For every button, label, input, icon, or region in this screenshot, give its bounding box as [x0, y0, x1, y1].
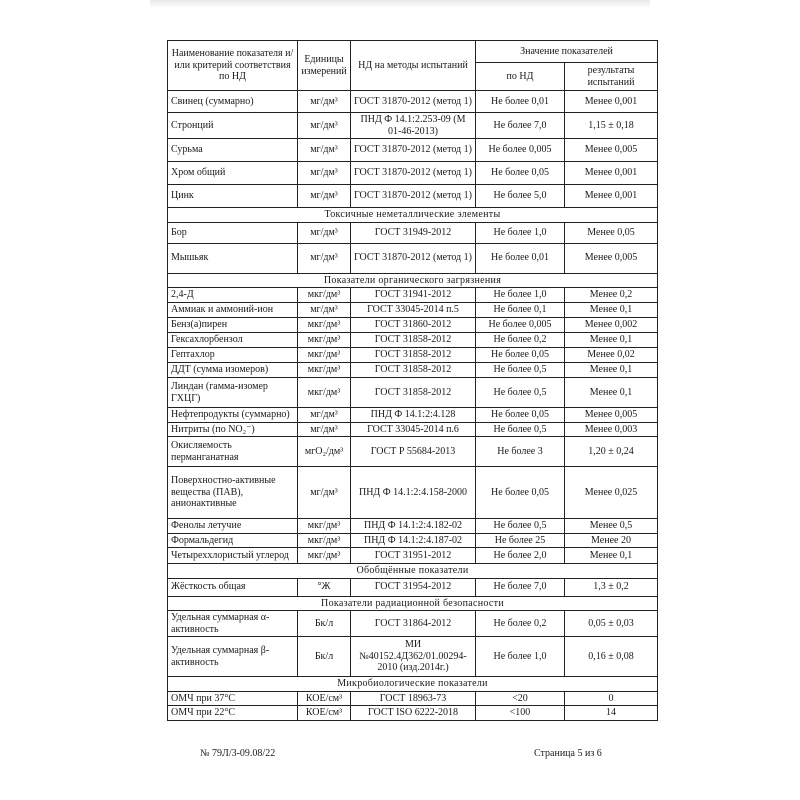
- unit-cell: мкг/дм³: [298, 533, 351, 548]
- table-row: [168, 467, 658, 519]
- unit-cell: мкг/дм³: [298, 288, 351, 303]
- norm-value-cell: Не более 0,5: [476, 378, 565, 408]
- result-value-cell: Менее 0,1: [565, 303, 658, 318]
- indicator-name-cell: Четыреххлористый углерод: [168, 548, 298, 564]
- table-body: [168, 91, 658, 721]
- method-cell: ГОСТ 33045-2014 п.5: [351, 303, 476, 318]
- result-value-cell: Менее 0,002: [565, 318, 658, 333]
- method-cell: ГОСТ 31858-2012: [351, 348, 476, 363]
- method-cell: ПНД Ф 14.1:2:4.128: [351, 408, 476, 423]
- unit-cell: мкг/дм³: [298, 318, 351, 333]
- table-row: [168, 637, 658, 677]
- unit-cell: мг/дм³: [298, 113, 351, 139]
- table-row: [168, 222, 658, 243]
- section-title: Показатели органического загрязнения: [168, 273, 658, 288]
- norm-value-cell: <100: [476, 706, 565, 721]
- indicator-name-cell: Формальдегид: [168, 533, 298, 548]
- table-row: [168, 113, 658, 139]
- norm-value-cell: Не более 0,2: [476, 333, 565, 348]
- column-header-values: Значение показателей: [476, 41, 658, 63]
- norm-value-cell: Не более 0,5: [476, 422, 565, 437]
- method-cell: ГОСТ 31941-2012: [351, 288, 476, 303]
- table-row: [168, 422, 658, 437]
- indicator-name-cell: Свинец (суммарно): [168, 91, 298, 113]
- unit-cell: КОЕ/см³: [298, 706, 351, 721]
- indicator-name-cell: Фенолы летучие: [168, 519, 298, 534]
- table-row: [168, 706, 658, 721]
- unit-cell: мкг/дм³: [298, 548, 351, 564]
- method-cell: ПНД Ф 14.1:2:4.187-02: [351, 533, 476, 548]
- table-row: [168, 533, 658, 548]
- method-cell: ПНД Ф 14.1:2:4.182-02: [351, 519, 476, 534]
- table-row: [168, 185, 658, 208]
- unit-cell: мг/дм³: [298, 243, 351, 273]
- result-value-cell: 1,15 ± 0,18: [565, 113, 658, 139]
- indicator-name-cell: Окисляемость перманганатная: [168, 437, 298, 467]
- norm-value-cell: Не более 1,0: [476, 222, 565, 243]
- test-results-table: [167, 40, 658, 721]
- indicator-name-cell: 2,4-Д: [168, 288, 298, 303]
- table-row: [168, 378, 658, 408]
- table-row: [168, 363, 658, 378]
- indicator-name-cell: Бор: [168, 222, 298, 243]
- method-cell: ГОСТ 31864-2012: [351, 611, 476, 637]
- unit-cell: Бк/л: [298, 611, 351, 637]
- unit-cell: мкг/дм³: [298, 378, 351, 408]
- unit-cell: мкг/дм³: [298, 333, 351, 348]
- table-row: [168, 611, 658, 637]
- norm-value-cell: Не более 5,0: [476, 185, 565, 208]
- method-cell: ГОСТ 31858-2012: [351, 378, 476, 408]
- method-cell: ГОСТ Р 55684-2013: [351, 437, 476, 467]
- result-value-cell: 1,3 ± 0,2: [565, 578, 658, 596]
- norm-value-cell: Не более 0,05: [476, 162, 565, 185]
- unit-cell: мг/дм³: [298, 91, 351, 113]
- unit-cell: мг/дм³: [298, 303, 351, 318]
- method-cell: ГОСТ 31870-2012 (метод 1): [351, 139, 476, 162]
- indicator-name-cell: Сурьма: [168, 139, 298, 162]
- method-cell: ГОСТ 31870-2012 (метод 1): [351, 162, 476, 185]
- result-value-cell: Менее 0,02: [565, 348, 658, 363]
- table-row: [168, 348, 658, 363]
- norm-value-cell: Не более 1,0: [476, 288, 565, 303]
- result-value-cell: Менее 0,005: [565, 139, 658, 162]
- norm-value-cell: Не более 0,05: [476, 467, 565, 519]
- indicator-name-cell: ДДТ (сумма изомеров): [168, 363, 298, 378]
- indicator-name-cell: Жёсткость общая: [168, 578, 298, 596]
- method-cell: ПНД Ф 14.1:2.253-09 (М 01-46-2013): [351, 113, 476, 139]
- result-value-cell: Менее 0,5: [565, 519, 658, 534]
- unit-cell: мг/дм³: [298, 139, 351, 162]
- section-header-row: [168, 273, 658, 288]
- result-value-cell: 0,05 ± 0,03: [565, 611, 658, 637]
- norm-value-cell: Не более 0,5: [476, 519, 565, 534]
- unit-cell: мг/дм³: [298, 222, 351, 243]
- page-number: Страница 5 из 6: [534, 748, 602, 759]
- norm-value-cell: Не более 2,0: [476, 548, 565, 564]
- result-value-cell: Менее 0,001: [565, 185, 658, 208]
- method-cell: ГОСТ 18963-73: [351, 691, 476, 706]
- norm-value-cell: Не более 7,0: [476, 578, 565, 596]
- result-value-cell: Менее 0,1: [565, 378, 658, 408]
- indicator-name-cell: Удельная суммарная α- активность: [168, 611, 298, 637]
- result-value-cell: 0,16 ± 0,08: [565, 637, 658, 677]
- norm-value-cell: Не более 25: [476, 533, 565, 548]
- norm-value-cell: <20: [476, 691, 565, 706]
- result-value-cell: 1,20 ± 0,24: [565, 437, 658, 467]
- table-row: [168, 578, 658, 596]
- norm-value-cell: Не более 0,005: [476, 139, 565, 162]
- norm-value-cell: Не более 3: [476, 437, 565, 467]
- table-row: [168, 691, 658, 706]
- document-number: № 79Л/3-09.08/22: [200, 748, 276, 759]
- result-value-cell: Менее 0,1: [565, 333, 658, 348]
- result-value-cell: Менее 0,1: [565, 363, 658, 378]
- norm-value-cell: Не более 0,01: [476, 243, 565, 273]
- table-row: [168, 318, 658, 333]
- result-value-cell: Менее 0,001: [565, 91, 658, 113]
- indicator-name-cell: ОМЧ при 22°С: [168, 706, 298, 721]
- unit-cell: мг/дм³: [298, 408, 351, 423]
- result-value-cell: Менее 0,025: [565, 467, 658, 519]
- method-cell: ГОСТ 31860-2012: [351, 318, 476, 333]
- column-header-unit: Единицы измерений: [298, 41, 351, 91]
- section-header-row: [168, 208, 658, 223]
- indicator-name-cell: Цинк: [168, 185, 298, 208]
- norm-value-cell: Не более 0,5: [476, 363, 565, 378]
- page-edge-shadow: [150, 0, 650, 8]
- unit-cell: мкг/дм³: [298, 348, 351, 363]
- method-cell: ГОСТ ISO 6222-2018: [351, 706, 476, 721]
- method-cell: ПНД Ф 14.1:2:4.158-2000: [351, 467, 476, 519]
- unit-cell: °Ж: [298, 578, 351, 596]
- section-header-row: [168, 564, 658, 579]
- column-header-norm: по НД: [476, 63, 565, 91]
- unit-cell: мг/дм³: [298, 422, 351, 437]
- table-row: [168, 519, 658, 534]
- section-title: Показатели радиационной безопасности: [168, 596, 658, 611]
- unit-cell: мкг/дм³: [298, 519, 351, 534]
- indicator-name-cell: ОМЧ при 37°С: [168, 691, 298, 706]
- indicator-name-cell: Бенз(а)пирен: [168, 318, 298, 333]
- column-header-method: НД на методы испытаний: [351, 41, 476, 91]
- norm-value-cell: Не более 0,005: [476, 318, 565, 333]
- method-cell: ГОСТ 31858-2012: [351, 333, 476, 348]
- unit-cell: мкг/дм³: [298, 363, 351, 378]
- column-header-result: результаты испытаний: [565, 63, 658, 91]
- table-row: [168, 303, 658, 318]
- method-cell: ГОСТ 31951-2012: [351, 548, 476, 564]
- result-value-cell: 14: [565, 706, 658, 721]
- indicator-name-cell: Аммиак и аммоний-ион: [168, 303, 298, 318]
- indicator-name-cell: Поверхностно-активные вещества (ПАВ), анионактивные: [168, 467, 298, 519]
- indicator-name-cell: Линдан (гамма-изомер ГХЦГ): [168, 378, 298, 408]
- method-cell: ГОСТ 31870-2012 (метод 1): [351, 185, 476, 208]
- table-row: [168, 162, 658, 185]
- unit-cell: Бк/л: [298, 637, 351, 677]
- table-row: [168, 288, 658, 303]
- section-title: Обобщённые показатели: [168, 564, 658, 579]
- table-row: [168, 91, 658, 113]
- method-cell: ГОСТ 31870-2012 (метод 1): [351, 243, 476, 273]
- table-row: [168, 139, 658, 162]
- indicator-name-cell: Мышьяк: [168, 243, 298, 273]
- section-header-row: [168, 596, 658, 611]
- indicator-name-cell: Нефтепродукты (суммарно): [168, 408, 298, 423]
- result-value-cell: Менее 0,1: [565, 548, 658, 564]
- method-cell: ГОСТ 31954-2012: [351, 578, 476, 596]
- result-value-cell: Менее 0,005: [565, 243, 658, 273]
- unit-cell: мг/дм³: [298, 162, 351, 185]
- method-cell: ГОСТ 31858-2012: [351, 363, 476, 378]
- unit-cell: мг/дм³: [298, 467, 351, 519]
- indicator-name-cell: Гексахлорбензол: [168, 333, 298, 348]
- table-row: [168, 548, 658, 564]
- method-cell: ГОСТ 33045-2014 п.6: [351, 422, 476, 437]
- result-value-cell: Менее 20: [565, 533, 658, 548]
- column-header-name: Наименование показателя и/или критерий соответствия по НД: [168, 41, 298, 91]
- result-value-cell: Менее 0,003: [565, 422, 658, 437]
- indicator-name-cell: Гептахлор: [168, 348, 298, 363]
- norm-value-cell: Не более 0,05: [476, 408, 565, 423]
- norm-value-cell: Не более 0,2: [476, 611, 565, 637]
- result-value-cell: Менее 0,05: [565, 222, 658, 243]
- norm-value-cell: Не более 1,0: [476, 637, 565, 677]
- norm-value-cell: Не более 0,1: [476, 303, 565, 318]
- result-value-cell: 0: [565, 691, 658, 706]
- unit-cell: мгО₂/дм³: [298, 437, 351, 467]
- method-cell: ГОСТ 31870-2012 (метод 1): [351, 91, 476, 113]
- table-row: [168, 243, 658, 273]
- result-value-cell: Менее 0,2: [565, 288, 658, 303]
- indicator-name-cell: Удельная суммарная β- активность: [168, 637, 298, 677]
- method-cell: ГОСТ 31949-2012: [351, 222, 476, 243]
- section-title: Токсичные неметаллические элементы: [168, 208, 658, 223]
- unit-cell: мг/дм³: [298, 185, 351, 208]
- section-title: Микробиологические показатели: [168, 677, 658, 692]
- method-cell: МИ №40152.4Д362/01.00294-2010 (изд.2014г.): [351, 637, 476, 677]
- unit-cell: КОЕ/см³: [298, 691, 351, 706]
- indicator-name-cell: Хром общий: [168, 162, 298, 185]
- indicator-name-cell: Нитриты (по NO₂⁻): [168, 422, 298, 437]
- result-value-cell: Менее 0,001: [565, 162, 658, 185]
- indicator-name-cell: Стронций: [168, 113, 298, 139]
- norm-value-cell: Не более 0,05: [476, 348, 565, 363]
- result-value-cell: Менее 0,005: [565, 408, 658, 423]
- table-row: [168, 408, 658, 423]
- section-header-row: [168, 677, 658, 692]
- table-row: [168, 437, 658, 467]
- norm-value-cell: Не более 0,01: [476, 91, 565, 113]
- norm-value-cell: Не более 7,0: [476, 113, 565, 139]
- table-row: [168, 333, 658, 348]
